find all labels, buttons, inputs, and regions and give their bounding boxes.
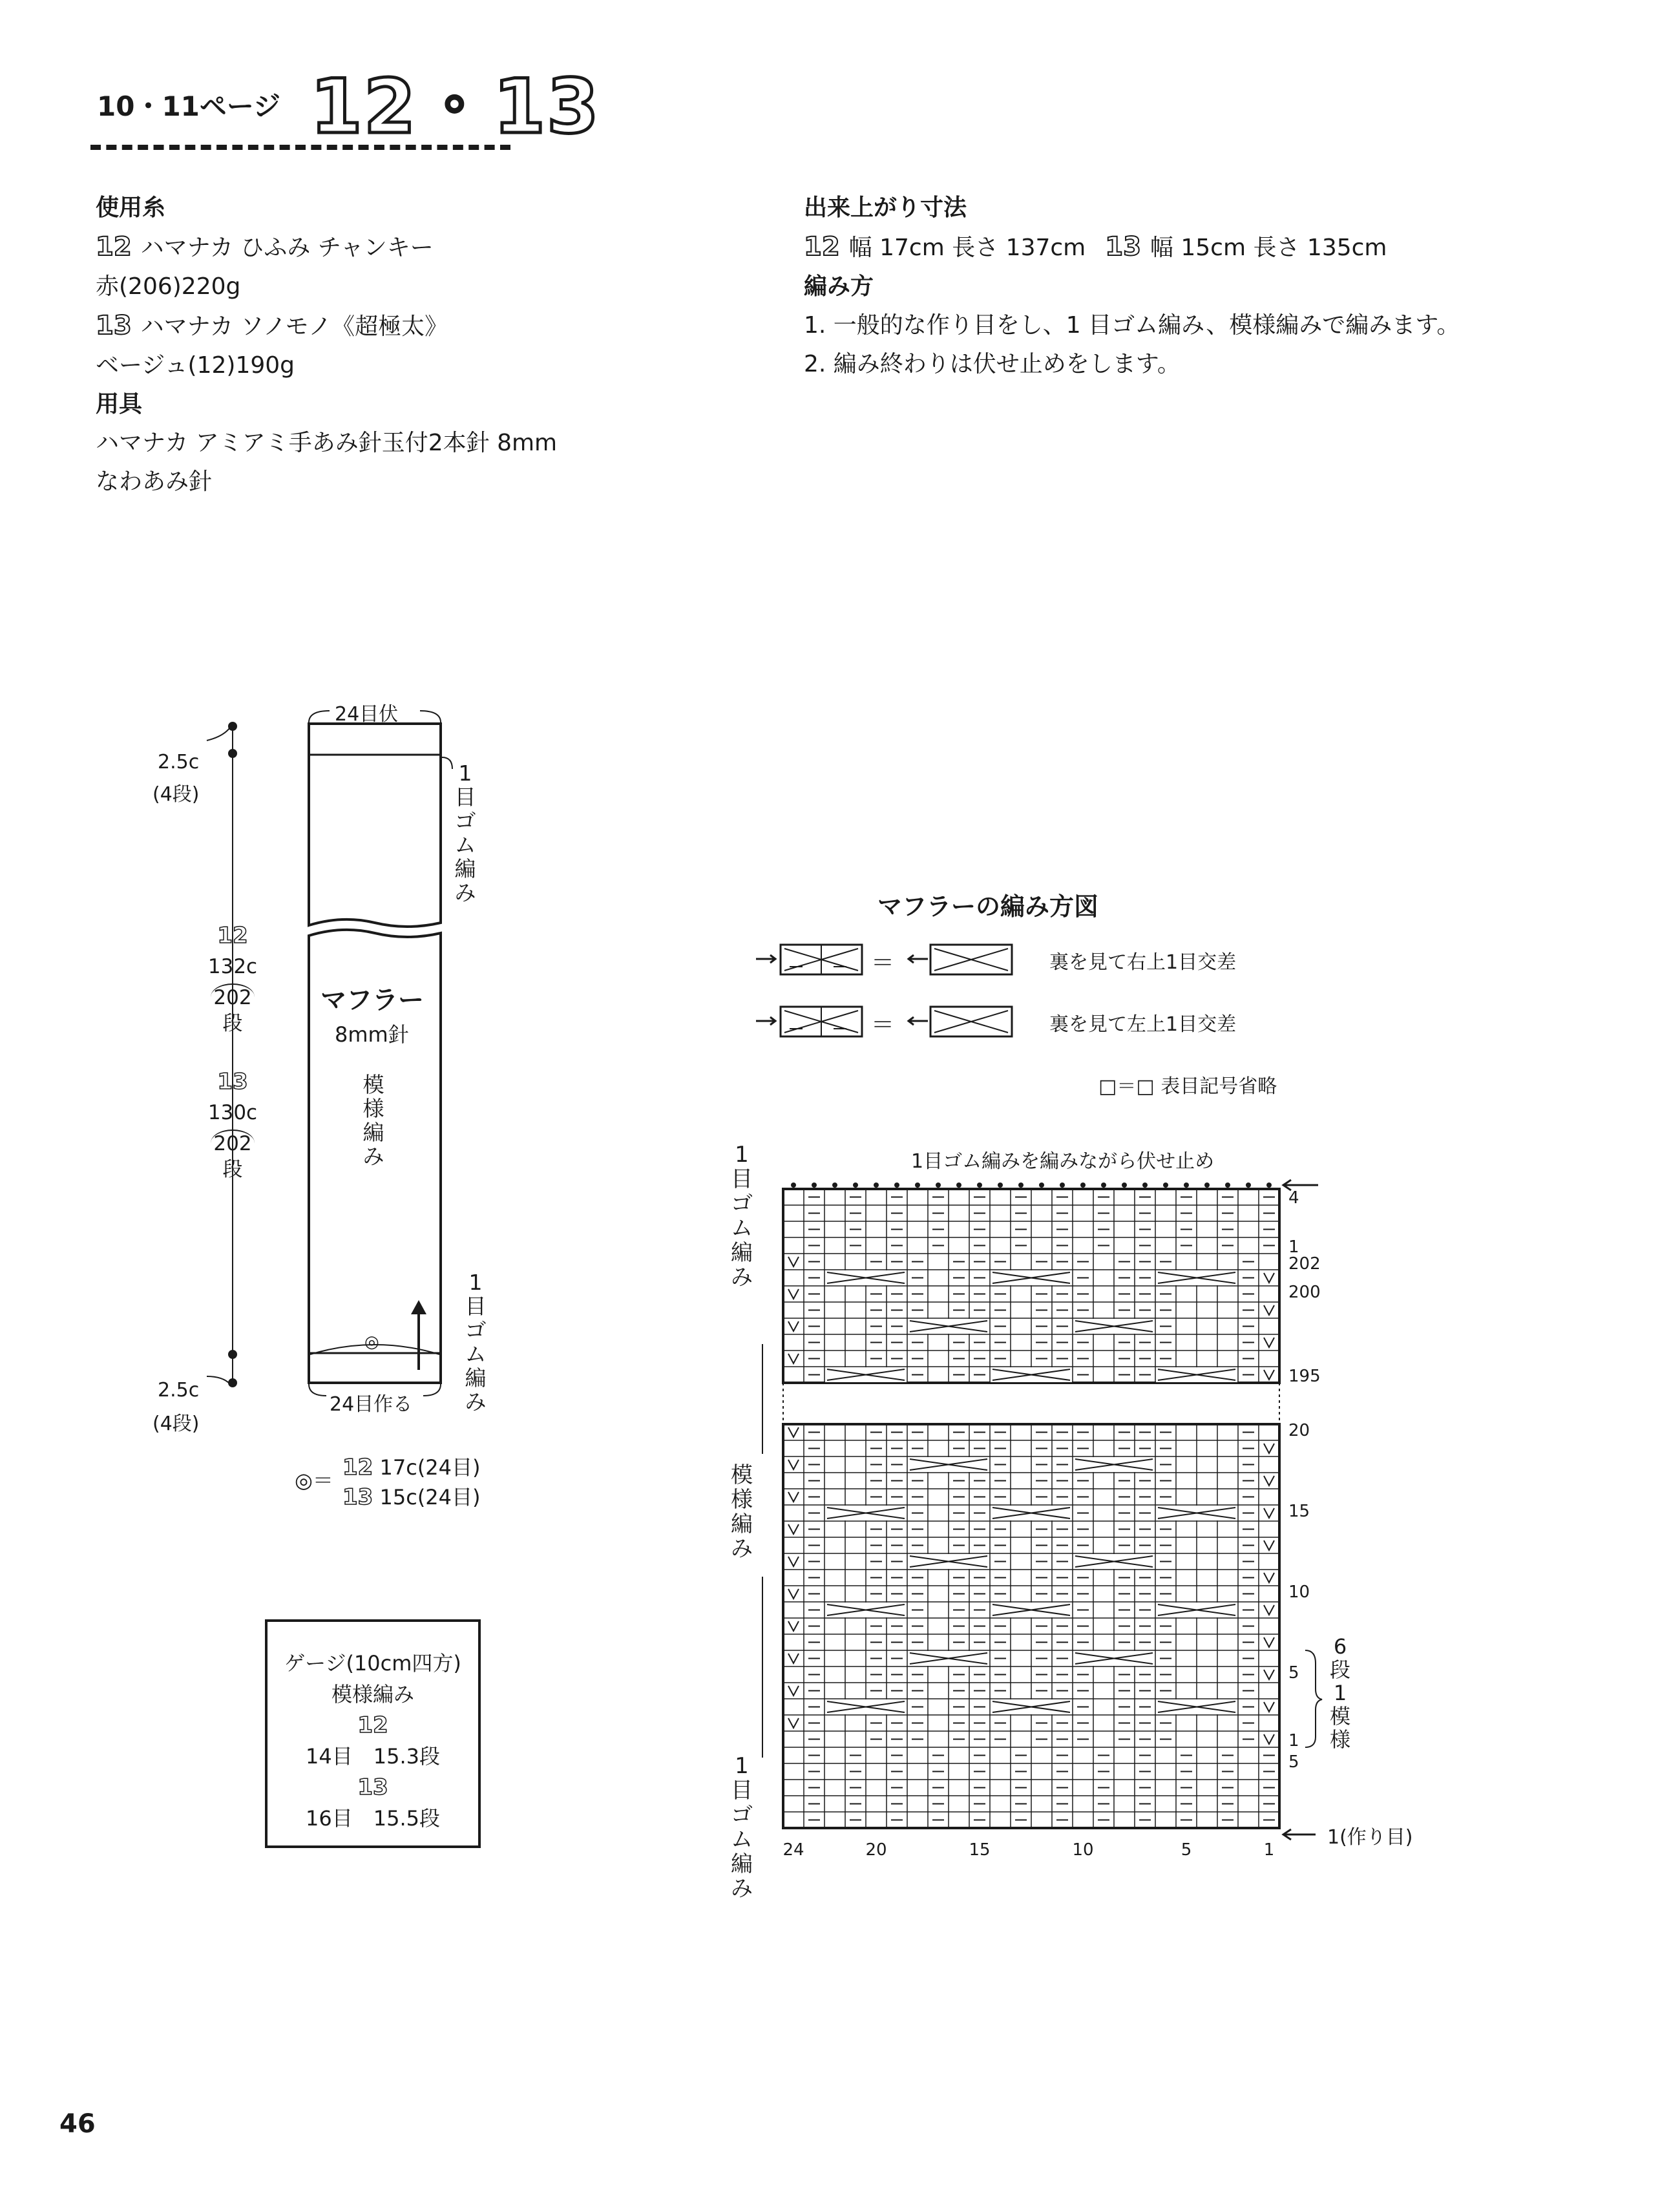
finished-heading: 出来上がり寸法 [804,194,967,221]
row-label: 5 [1288,1663,1299,1683]
piece-name: マフラー [320,985,424,1015]
row-label: 1 [1288,1731,1299,1750]
row-label: 195 [1288,1367,1321,1386]
num-12-badge: 12 [804,232,840,262]
method-heading: 編み方 [804,273,874,300]
repeat-note: 6 段 1 模 様 [1329,1634,1350,1752]
cast-on-label: 24目作る [330,1393,413,1416]
gauge-13: 16目 15.5段 [306,1806,440,1831]
bottom-rib-length: 2.5c [158,1379,200,1402]
pattern-numbers: 12・13 [310,63,600,151]
chart-pattern-label: 模 様 編 み [731,1462,753,1562]
scarf-schematic [0,0,775,1551]
width-mark: ◎ [364,1332,379,1352]
row-label: 20 [1288,1421,1310,1440]
finished-sizes [804,227,1579,268]
row-label: 4 [1288,1188,1299,1208]
width-13: 13 15c(24目) [342,1484,481,1510]
bottom-rib-vertical-label: 1 目 ゴ ム 編 み [465,1270,487,1414]
top-rib-rows: (4段) [152,783,200,806]
gauge-title: ゲージ(10cm四方) [284,1651,461,1676]
repeat-brace [1305,1650,1322,1747]
legend-left-cross: 裏を見て左上1目交差 [1049,1013,1237,1036]
top-rib-length: 2.5c [158,751,200,773]
row-label: 200 [1288,1283,1321,1302]
size-12: 幅 17cm 長さ 137cm [848,235,1086,261]
num-12-badge: 12 [96,232,132,262]
gauge-box [265,1619,481,1848]
yarn-12-name: ハマナカ ひふみ チャンキー [140,235,434,261]
num-13-badge: 13 [1105,232,1141,262]
pattern-vertical-label: 模 様 編 み [362,1072,384,1169]
yarn-12-color: 赤(206)220g [96,273,241,300]
row-label: 10 [1288,1582,1310,1602]
col-label: 10 [1072,1840,1094,1860]
legend-2-eq: ＝ [871,1012,895,1038]
col-label: 20 [865,1840,887,1860]
col-label: 24 [782,1840,804,1860]
tool-needles: ハマナカ アミアミ手あみ針玉付2本針 8mm [96,430,558,456]
width-12: 12 17c(24目) [342,1455,481,1480]
method-step-2: 2. 編み終わりは伏せ止めをします。 [804,351,1181,377]
arrow-head [411,1300,426,1314]
tools-heading: 用具 [96,391,143,417]
gauge-12: 14目 15.3段 [306,1744,440,1769]
row-label: 5 [1288,1752,1299,1772]
size-13: 幅 15cm 長さ 135cm [1150,235,1387,261]
col-label: 1 [1263,1840,1275,1860]
length-12-label: 12 132c 202 段 [207,923,258,1035]
legend-right-cross: 裏を見て右上1目交差 [1049,951,1237,974]
chart-title: マフラーの編み方図 [877,892,1099,921]
top-rib-vertical-label: 1 目 ゴ ム 編 み [454,761,476,905]
page-reference: 10・11ページ [97,90,281,122]
yarn-13-name: ハマナカ ソノモノ《超極太》 [140,313,448,340]
needle-size: 8mm針 [335,1022,409,1047]
chart-top-rib-label: 1 目 ゴ ム 編 み [731,1142,753,1290]
gauge-num-12: 12 [357,1712,388,1738]
page-number: 46 [59,2109,96,2139]
col-label: 15 [969,1840,991,1860]
yarn-13-color: ベージュ(12)190g [96,352,295,379]
length-13-label: 13 130c 202 段 [207,1069,258,1181]
width-legend-mark: ◎＝ [295,1468,333,1493]
gauge-pattern: 模様編み [331,1682,414,1707]
legend-knit-omitted: □＝□ 表目記号省略 [1098,1075,1277,1098]
col-label: 5 [1181,1840,1192,1860]
cast-on-note: 1(作り目) [1327,1826,1413,1849]
finished-section [804,189,1579,384]
bottom-rib-rows: (4段) [152,1413,200,1435]
yarn-heading: 使用糸 [96,194,166,221]
bind-off-note: 1目ゴム編みを編みながら伏せ止め [911,1150,1215,1173]
legend-1-eq: ＝ [871,950,895,976]
method-step-1: 1. 一般的な作り目をし、1 目ゴム編み、模様編みで編みます。 [804,312,1460,339]
num-13-badge: 13 [96,311,132,341]
tool-cable-needle: なわあみ針 [96,468,213,495]
row-label: 15 [1288,1502,1310,1521]
gauge-num-13: 13 [357,1774,388,1800]
row-label: 1 [1288,1237,1299,1257]
knitting-chart [711,1150,1396,1893]
row-label: 202 [1288,1254,1321,1274]
chart-bottom-rib-label: 1 目 ゴ ム 編 み [731,1753,753,1902]
bind-off-label: 24目伏 [335,703,399,726]
